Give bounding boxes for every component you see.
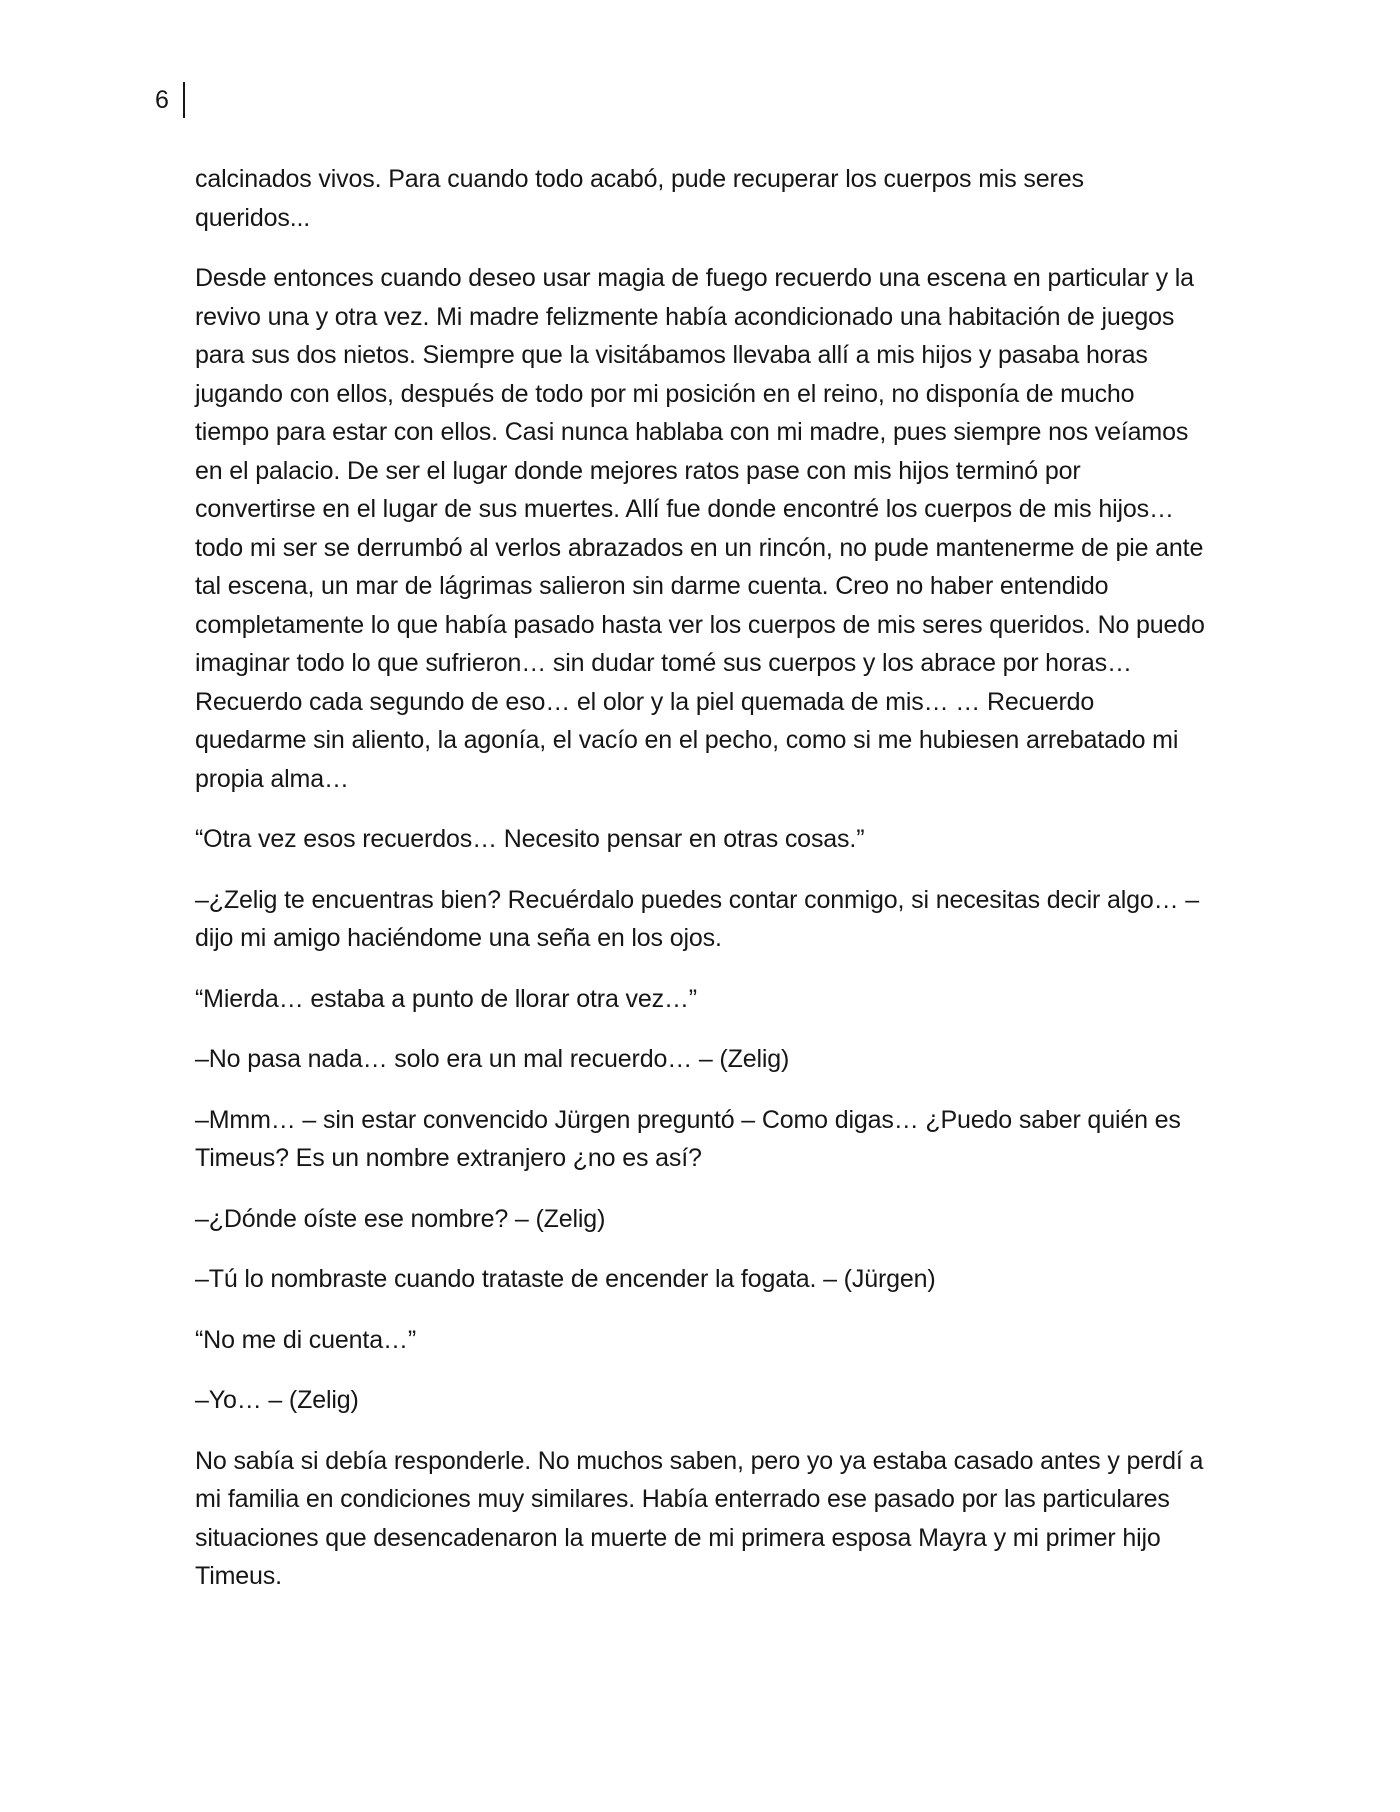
paragraph: –No pasa nada… solo era un mal recuerdo… – (Zelig) <box>195 1045 790 1073</box>
paragraph: –¿Dónde oíste ese nombre? – (Zelig) <box>195 1204 606 1233</box>
paragraph: –Yo… – (Zelig) <box>195 1386 359 1414</box>
paragraph: –Tú lo nombraste cuando trataste de encender la fogata. – (Jürgen) <box>195 1265 936 1293</box>
paragraph: “Mierda… estaba a punto de llorar otra vez…” <box>195 984 697 1013</box>
paragraph: “Otra vez esos recuerdos… Necesito pensar en otras cosas.” <box>195 825 865 853</box>
paragraph: –Mmm… – sin estar convencido Jürgen preguntó – Como digas… ¿Puedo saber quién es Timeus? Es un nombre extranjero ¿no es así? <box>195 1105 1181 1172</box>
paragraph: calcinados vivos. Para cuando todo acabó, pude recuperar los cuerpos mis seres queridos... <box>195 165 1084 232</box>
paragraph: “No me di cuenta…” <box>195 1325 416 1354</box>
paragraph: –¿Zelig te encuentras bien? Recuérdalo puedes contar conmigo, si necesitas decir algo… –dijo mi amigo haciéndome una seña en los ojos. <box>195 885 1200 952</box>
document-body <box>195 160 1205 1618</box>
paragraph: Desde entonces cuando deseo usar magia de fuego recuerdo una escena en particular y la revivo una y otra vez. Mi madre felizmente había acondicionado una habitación de juegos para sus dos nietos. Siempre que la visitábamos llevaba allí a mis hijos y pasaba horas jugando con ellos, después de todo por mi posición en el reino, no disponía de mucho tiempo para estar con ellos. Casi nunca hablaba con mi madre, pues siempre nos veíamos en el palacio. De ser el lugar donde mejores ratos pase con mis hijos terminó por convertirse en el lugar de sus muertes. Allí fue donde encontré los cuerpos de mis hijos… todo mi ser se derrumbó al verlos abrazados en un rincón, no pude mantenerme de pie ante tal escena, un mar de lágrimas salieron sin darme cuenta. Creo no haber entendido completamente lo que había pasado hasta ver los cuerpos de mis seres queridos. No puedo imaginar todo lo que sufrieron… sin dudar tomé sus cuerpos y los abrace por horas… Recuerdo cada segundo de eso… el olor y la piel quemada de mis… … Recuerdo quedarme sin aliento, la agonía, el vacío en el pecho, como si me hubiesen arrebatado mi propia alma… <box>195 264 1205 793</box>
paragraph: No sabía si debía responderle. No muchos saben, pero yo ya estaba casado antes y perdí a mi familia en condiciones muy similares. Había enterrado ese pasado por las particulares situaciones que desencadenaron la muerte de mi primera esposa Mayra y mi primer hijo Timeus. <box>195 1446 1204 1590</box>
page-number: 6 <box>155 82 185 118</box>
